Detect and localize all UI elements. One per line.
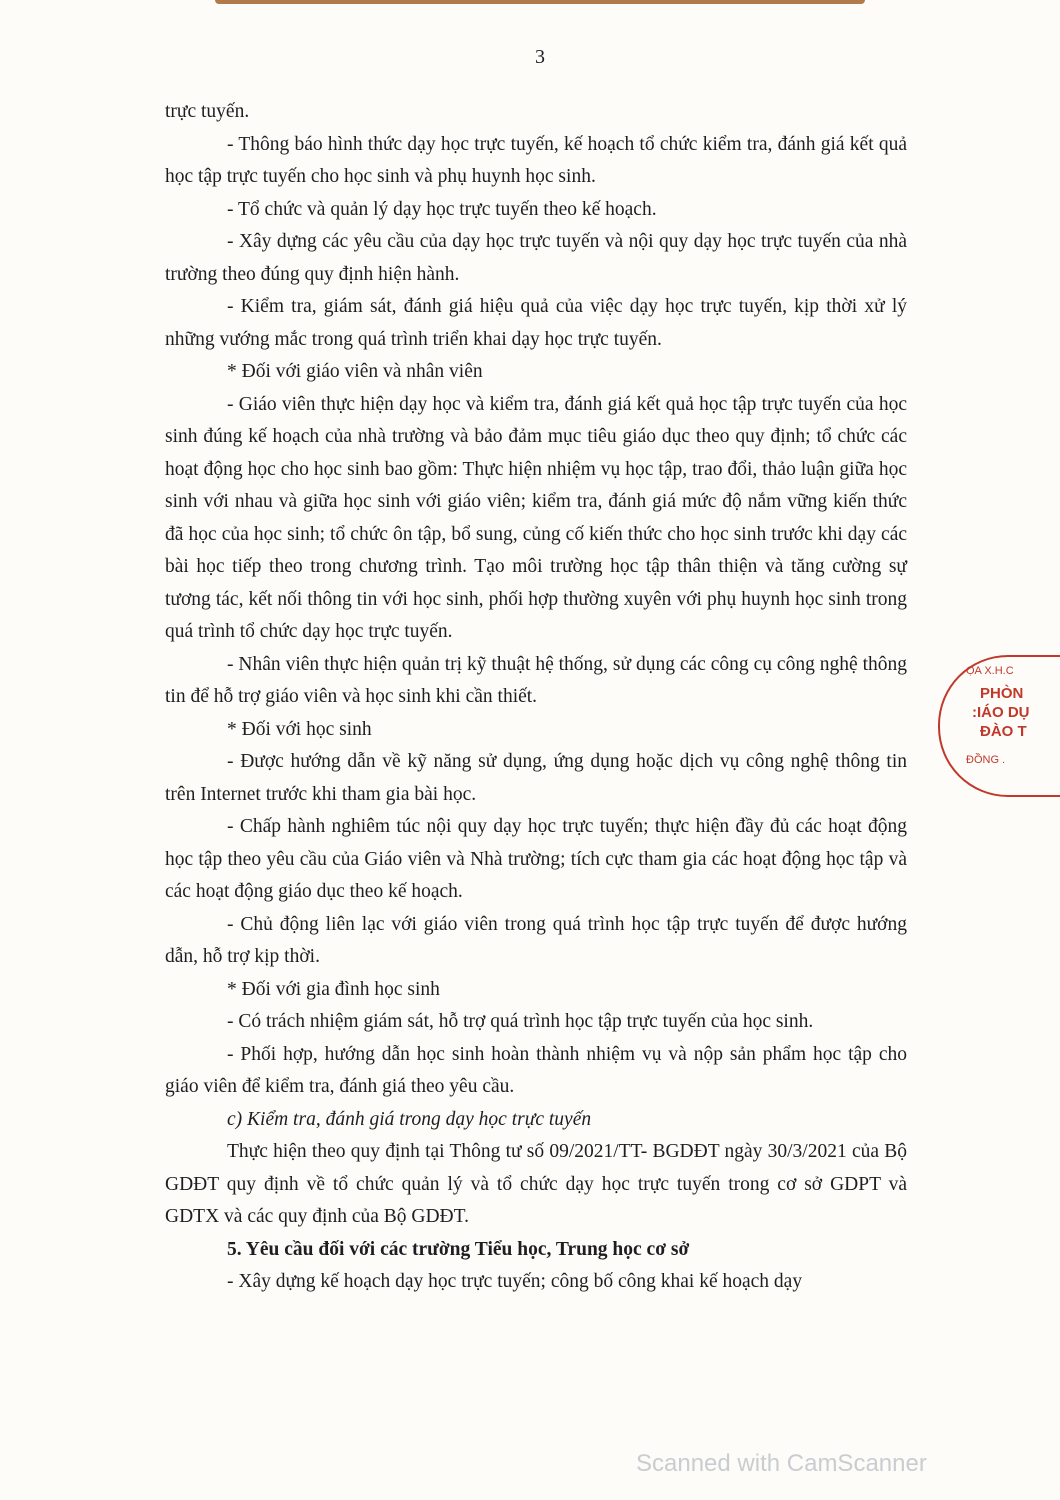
stamp-text: :IÁO DỤ (972, 704, 1030, 721)
paragraph: - Có trách nhiệm giám sát, hỗ trợ quá trình học tập trực tuyến của học sinh. (227, 1011, 814, 1032)
official-stamp (938, 655, 1060, 797)
paragraph: - Tổ chức và quản lý dạy học trực tuyến theo kế hoạch. (227, 198, 657, 220)
subsection-heading: c) Kiểm tra, đánh giá trong dạy học trực tuyến (227, 1108, 592, 1130)
section-label: * Đối với gia đình học sinh (227, 978, 440, 1000)
paragraph: - Chấp hành nghiêm túc nội quy dạy học trực tuyến; thực hiện đầy đủ các hoạt động học tập theo yêu cầu của Giáo viên và Nhà trường; tích cực tham gia các hoạt động học tập và các hoạt động giáo dục theo kế hoạch. (165, 816, 907, 902)
document-body (165, 96, 907, 1299)
page-top-edge (215, 0, 865, 4)
paragraph: - Xây dựng kế hoạch dạy học trực tuyến; công bố công khai kế hoạch dạy (227, 1271, 803, 1292)
paragraph: Thực hiện theo quy định tại Thông tư số 09/2021/TT- BGDĐT ngày 30/3/2021 của Bộ GDĐT quy định về tổ chức quản lý và tổ chức dạy học trực tuyến trong cơ sở GDPT và GDTX và các quy định của Bộ GDĐT. (165, 1141, 907, 1227)
scanner-watermark: Scanned with CamScanner (636, 1450, 927, 1477)
paragraph: - Chủ động liên lạc với giáo viên trong quá trình học tập trực tuyến để được hướng dẫn, hỗ trợ kịp thời. (165, 913, 907, 967)
section-heading: 5. Yêu cầu đối với các trường Tiểu học, Trung học cơ sở (227, 1238, 690, 1260)
page-number: 3 (535, 46, 545, 68)
section-label: * Đối với giáo viên và nhân viên (227, 361, 483, 382)
stamp-text: ĐỒNG . (966, 754, 1006, 766)
section-label: * Đối với học sinh (227, 718, 372, 740)
paragraph: - Được hướng dẫn về kỹ năng sử dụng, ứng dụng hoặc dịch vụ công nghệ thông tin trên Internet trước khi tham gia bài học. (165, 751, 907, 805)
paragraph: - Xây dựng các yêu cầu của dạy học trực tuyến và nội quy dạy học trực tuyến của nhà trường theo đúng quy định hiện hành. (165, 231, 907, 285)
stamp-text: PHÒN (980, 685, 1024, 702)
stamp-text: ĐÀO T (980, 723, 1027, 740)
paragraph: - Kiểm tra, giám sát, đánh giá hiệu quả của việc dạy học trực tuyến, kịp thời xử lý những vướng mắc trong quá trình triển khai dạy học trực tuyến. (165, 296, 907, 350)
stamp-text: ỌA X.H.C (966, 665, 1014, 677)
paragraph: - Thông báo hình thức dạy học trực tuyến, kế hoạch tổ chức kiểm tra, đánh giá kết quả học tập trực tuyến cho học sinh và phụ huynh học sinh. (165, 133, 907, 187)
paragraph: - Giáo viên thực hiện dạy học và kiểm tra, đánh giá kết quả học tập trực tuyến của học sinh đúng kế hoạch của nhà trường và bảo đảm mục tiêu giáo dục theo quy định; tổ chức các hoạt động học cho học sinh bao gồm: Thực hiện nhiệm vụ học tập, trao đổi, thảo luận giữa học sinh với nhau và giữa học sinh với giáo viên; kiểm tra, đánh giá mức độ nắm vững kiến thức đã học của học sinh; tổ chức ôn tập, bổ sung, củng cố kiến thức cho học sinh trước khi dạy các bài học tiếp theo trong chương trình. Tạo môi trường học tập thân thiện và tăng cường sự tương tác, kết nối thông tin với học sinh, phối hợp thường xuyên với phụ huynh học sinh trong quá trình tổ chức dạy học trực tuyến. (165, 393, 907, 642)
paragraph: - Phối hợp, hướng dẫn học sinh hoàn thành nhiệm vụ và nộp sản phẩm học tập cho giáo viên để kiểm tra, đánh giá theo yêu cầu. (165, 1043, 907, 1097)
paragraph: - Nhân viên thực hiện quản trị kỹ thuật hệ thống, sử dụng các công cụ công nghệ thông tin để hỗ trợ giáo viên và học sinh khi cần thiết. (165, 653, 907, 707)
paragraph: trực tuyến. (165, 101, 250, 122)
